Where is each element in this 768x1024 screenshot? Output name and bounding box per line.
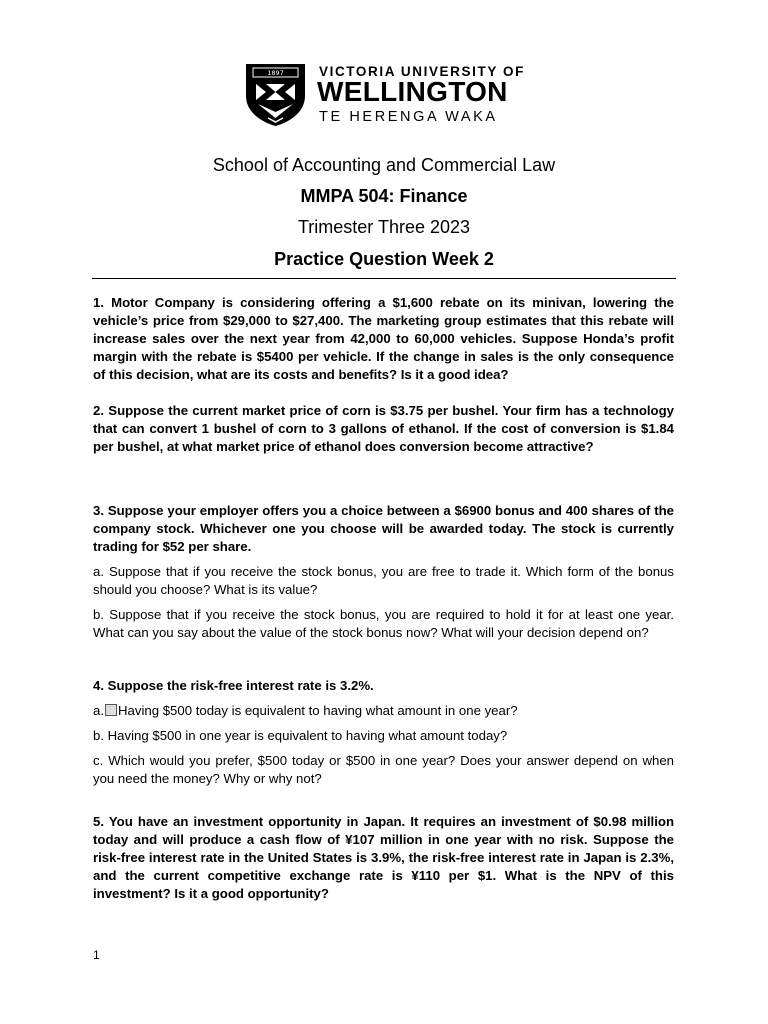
question-2: 2. Suppose the current market price of corn is $3.75 per bushel. Your firm has a technology that can convert 1 bushel of corn to 3 gallons of ethanol. If the cost of conversion is $1.84 per bushel, at what market price of ethanol does conversion become attractive? <box>93 403 674 454</box>
question-3b: b. Suppose that if you receive the stock bonus, you are required to hold it for at least one year. What can you say about the value of the stock bonus now? What will your decision depend on? <box>93 607 674 640</box>
question-4a <box>93 702 674 720</box>
logo-line-2: WELLINGTON <box>317 76 508 107</box>
page-number: 1 <box>93 948 100 962</box>
question-3: 3. Suppose your employer offers you a choice between a $6900 bonus and 400 shares of the company stock. Whichever one you choose will be awarded today. The stock is currently trading for $52 per share. <box>93 503 674 554</box>
crest-year <box>253 68 298 77</box>
term-label: Trimester Three 2023 <box>297 217 471 237</box>
logo-line-3: TE HERENGA WAKA <box>319 109 498 125</box>
question-4: 4. Suppose the risk-free interest rate is 3.2%. <box>93 678 374 693</box>
logo-line-1: VICTORIA UNIVERSITY OF <box>319 64 525 79</box>
title-divider <box>92 278 676 279</box>
course-title: MMPA 504: Finance <box>300 186 468 206</box>
question-4a-text: Having $500 today is equivalent to having what amount in one year? <box>118 703 518 718</box>
equation-object-icon[interactable] <box>105 704 117 716</box>
question-4c: c. Which would you prefer, $500 today or $500 in one year? Does your answer depend on when you need the money? Why or why not? <box>93 753 674 786</box>
page-title: Practice Question Week 2 <box>274 249 494 269</box>
svg-text:1897: 1897 <box>267 69 284 77</box>
question-5: 5. You have an investment opportunity in Japan. It requires an investment of $0.98 million today and will produce a cash flow of ¥107 million in one year with no risk. Suppose the risk-free interest rate in the United States is 3.9%, the risk-free interest rate in Japan is 2.3%, and the current competitive exchange rate is ¥110 per $1. What is the NPV of this investment? Is it a good opportunity? <box>93 814 674 901</box>
question-4b: b. Having $500 in one year is equivalent to having what amount today? <box>93 728 508 743</box>
question-3a: a. Suppose that if you receive the stock bonus, you are free to trade it. Which form of the bonus should you choose? What is its value? <box>93 564 674 597</box>
school-name: School of Accounting and Commercial Law <box>212 155 556 175</box>
question-4a-prefix: a. <box>93 703 104 718</box>
question-1: 1. Motor Company is considering offering a $1,600 rebate on its minivan, lowering the vehicle’s price from $29,000 to $27,400. The marketing group estimates that this rebate will increase sales over the next year from 42,000 to 60,000 vehicles. Suppose Honda’s profit margin with the rebate is $5400 per vehicle. If the change in sales is the only consequence of this decision, what are its costs and benefits? Is it a good idea? <box>93 295 674 382</box>
university-logo <box>244 62 534 128</box>
